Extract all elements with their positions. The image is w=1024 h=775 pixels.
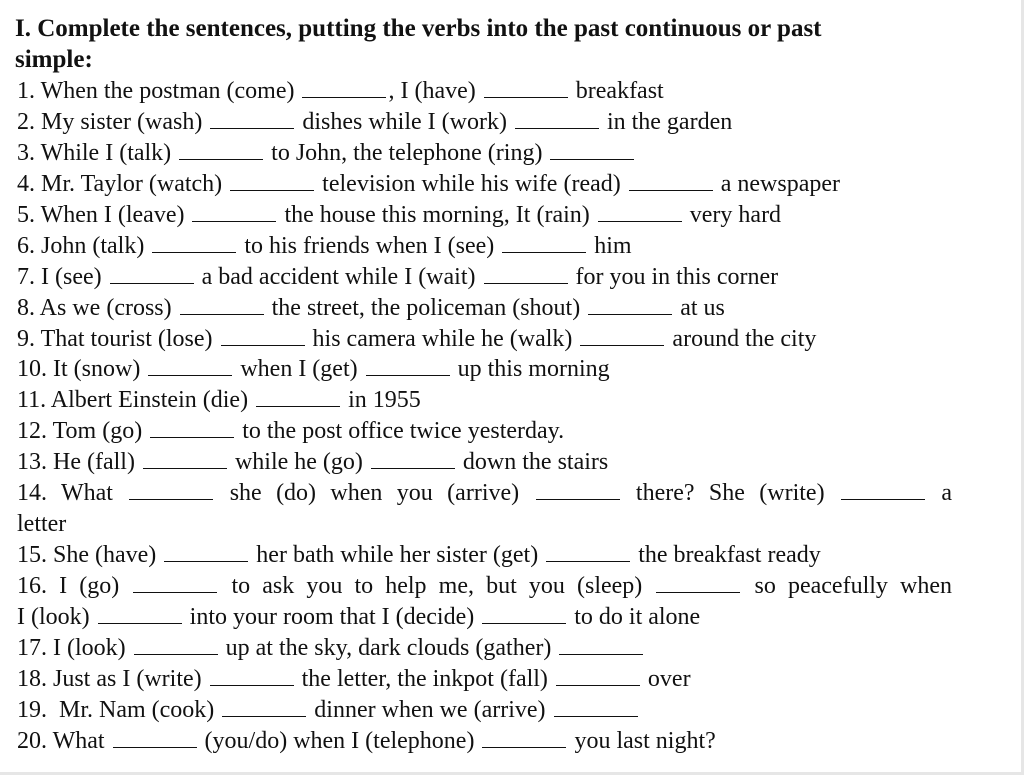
answer-blank[interactable]	[179, 139, 263, 160]
sentence-text: 16. I (go)	[17, 573, 132, 599]
answer-blank[interactable]	[559, 634, 643, 655]
exercise-line	[17, 262, 952, 293]
sentence-text: to John, the telephone (ring)	[265, 139, 549, 166]
answer-blank[interactable]	[598, 201, 682, 222]
exercise-line	[17, 231, 952, 262]
sentence-text: you last night?	[568, 727, 716, 754]
exercise-line	[17, 169, 952, 200]
sentence-text: very hard	[683, 201, 782, 228]
answer-blank[interactable]	[629, 170, 713, 191]
answer-blank[interactable]	[150, 417, 234, 438]
answer-blank[interactable]	[515, 108, 599, 129]
answer-blank[interactable]	[113, 727, 197, 748]
sentence-text: there? She (write)	[621, 480, 839, 507]
exercise-line	[17, 633, 952, 664]
sentence-text: (you/do) when I (telephone)	[198, 727, 481, 754]
answer-blank[interactable]	[556, 665, 640, 686]
exercise-line	[17, 571, 952, 602]
answer-blank[interactable]	[221, 325, 305, 346]
sentence-text: around the city	[666, 325, 817, 352]
sentence-text: 3. While I (talk)	[17, 139, 178, 166]
answer-blank[interactable]	[841, 479, 925, 500]
sentence-text: dinner when we (arrive)	[308, 696, 552, 723]
sentence-text: the house this morning, It (rain)	[278, 201, 596, 228]
sentence-text: 14. What	[17, 480, 128, 507]
sentence-text: up at the sky, dark clouds (gather)	[219, 634, 558, 661]
answer-blank[interactable]	[580, 325, 664, 346]
answer-blank[interactable]	[129, 479, 213, 500]
sentence-text: dishes while I (work)	[296, 108, 513, 135]
sentence-text: 1. When the postman (come)	[17, 78, 301, 104]
sentence-text: up this morning	[451, 356, 610, 383]
answer-blank[interactable]	[302, 77, 386, 98]
answer-blank[interactable]	[98, 603, 182, 624]
exercise-line	[17, 324, 952, 355]
sentence-text: 9. That tourist (lose)	[17, 325, 219, 352]
exercise-line	[17, 293, 952, 324]
sentence-text: 4. Mr. Taylor (watch)	[17, 170, 229, 197]
answer-blank[interactable]	[210, 108, 294, 129]
exercise-line	[17, 726, 952, 757]
exercise-line	[17, 138, 952, 169]
sentence-text: when I (get)	[234, 356, 364, 383]
sentence-text: 15. She (have)	[17, 542, 163, 569]
sentence-text: while he (go)	[228, 449, 369, 476]
exercise-line	[17, 602, 952, 633]
exercise-line	[17, 509, 952, 540]
sentence-text: 11. Albert Einstein (die)	[17, 387, 255, 414]
answer-blank[interactable]	[134, 634, 218, 655]
sentence-text: to the post office twice yesterday.	[236, 418, 565, 445]
sentence-text: 8. As we (cross)	[17, 294, 178, 321]
exercise-line	[17, 385, 952, 416]
sentence-text: over	[641, 665, 691, 692]
sentence-text: 19. Mr. Nam (cook)	[17, 696, 221, 723]
sentence-text: down the stairs	[456, 449, 609, 476]
answer-blank[interactable]	[536, 479, 620, 500]
exercise-line	[17, 478, 952, 509]
exercise-line	[17, 107, 952, 138]
exercise-line	[17, 447, 952, 478]
answer-blank[interactable]	[222, 696, 306, 717]
answer-blank[interactable]	[371, 448, 455, 469]
exercise-line	[17, 540, 952, 571]
sentence-text: a newspaper	[714, 170, 841, 197]
answer-blank[interactable]	[546, 541, 630, 562]
answer-blank[interactable]	[143, 448, 227, 469]
exercise-line	[17, 200, 952, 231]
answer-blank[interactable]	[482, 603, 566, 624]
exercise-line	[17, 354, 952, 385]
exercise-heading	[15, 13, 915, 75]
answer-blank[interactable]	[482, 727, 566, 748]
sentence-text: breakfast	[569, 78, 664, 104]
sentence-text: his camera while he (walk)	[306, 325, 579, 352]
sentence-text: 2. My sister (wash)	[17, 108, 209, 135]
answer-blank[interactable]	[484, 77, 568, 98]
sentence-text: 17. I (look)	[17, 634, 132, 661]
exercise-sentence-list	[17, 76, 952, 757]
sentence-text: the street, the policeman (shout)	[265, 294, 587, 321]
answer-blank[interactable]	[192, 201, 276, 222]
sentence-text: 13. He (fall)	[17, 449, 141, 476]
sentence-text: into your room that I (decide)	[183, 603, 481, 630]
sentence-text: 6. John (talk)	[17, 232, 151, 259]
sentence-text: 5. When I (leave)	[17, 201, 191, 228]
sentence-text: in 1955	[342, 387, 421, 414]
sentence-text: the letter, the inkpot (fall)	[295, 665, 554, 692]
answer-blank[interactable]	[133, 572, 217, 593]
answer-blank[interactable]	[554, 696, 638, 717]
sentence-text: she (do) when you (arrive)	[215, 480, 534, 507]
answer-blank[interactable]	[230, 170, 314, 191]
sentence-text: in the garden	[600, 108, 733, 135]
heading-line-2: simple:	[15, 46, 93, 73]
exercise-line	[17, 416, 952, 447]
sentence-text: at us	[674, 294, 725, 321]
answer-blank[interactable]	[484, 263, 568, 284]
sentence-text: for you in this corner	[569, 263, 779, 290]
answer-blank[interactable]	[588, 294, 672, 315]
sentence-text: to do it alone	[568, 603, 701, 630]
sentence-text: letter	[17, 511, 67, 538]
answer-blank[interactable]	[210, 665, 294, 686]
sentence-text: so peacefully when	[742, 573, 953, 599]
sentence-text: I (look)	[17, 603, 96, 630]
sentence-text: 20. What	[17, 727, 111, 754]
sentence-text: a bad accident while I (wait)	[195, 263, 482, 290]
sentence-text: her bath while her sister (get)	[250, 542, 545, 569]
heading-line-1: I. Complete the sentences, putting the verbs into the past continuous or past	[15, 15, 822, 42]
exercise-line	[17, 76, 952, 107]
answer-blank[interactable]	[550, 139, 634, 160]
sentence-text: 7. I (see)	[17, 263, 108, 290]
answer-blank[interactable]	[656, 572, 740, 593]
answer-blank[interactable]	[148, 355, 232, 376]
sentence-text: 12. Tom (go)	[17, 418, 149, 445]
answer-blank[interactable]	[256, 386, 340, 407]
answer-blank[interactable]	[502, 232, 586, 253]
answer-blank[interactable]	[180, 294, 264, 315]
sentence-text: a	[926, 480, 953, 507]
exercise-line	[17, 664, 952, 695]
sentence-text: to his friends when I (see)	[238, 232, 501, 259]
answer-blank[interactable]	[164, 541, 248, 562]
sentence-text: 10. It (snow)	[17, 356, 147, 383]
answer-blank[interactable]	[110, 263, 194, 284]
answer-blank[interactable]	[366, 355, 450, 376]
sentence-text: the breakfast ready	[632, 542, 821, 569]
sentence-text: 18. Just as I (write)	[17, 665, 208, 692]
sentence-text: him	[588, 232, 632, 259]
sentence-text: television while his wife (read)	[316, 170, 627, 197]
exercise-line	[17, 695, 952, 726]
sentence-text: , I (have)	[388, 78, 482, 104]
answer-blank[interactable]	[152, 232, 236, 253]
sentence-text: to ask you to help me, but you (sleep)	[219, 573, 655, 599]
